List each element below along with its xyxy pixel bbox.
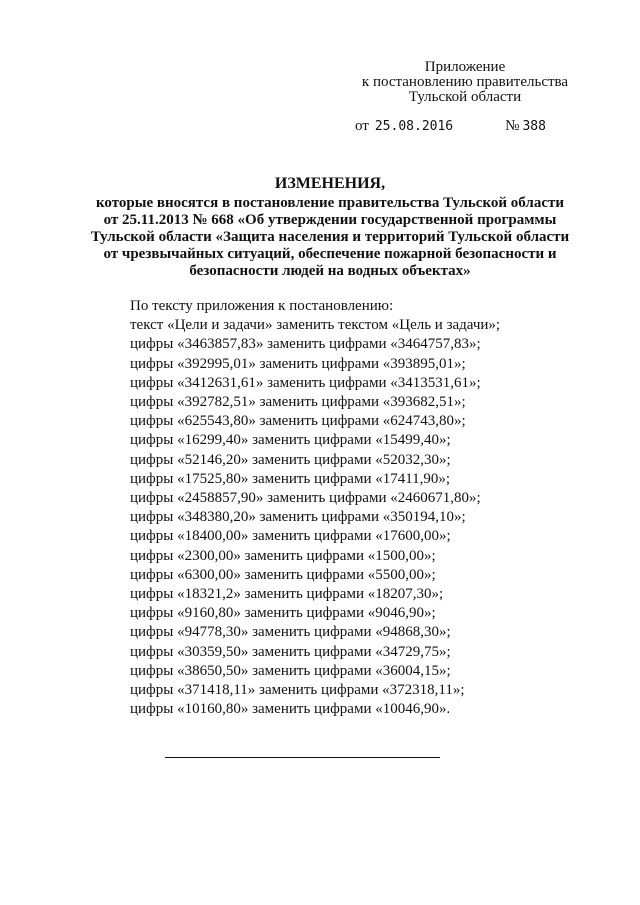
title-line: которые вносятся в постановление правительства Тульской области xyxy=(95,195,565,211)
body-line: цифры «2300,00» заменить цифрами «1500,00»; xyxy=(130,547,436,564)
title-line: безопасности людей на водных объектах» xyxy=(189,263,471,279)
body-line: цифры «6300,00» заменить цифрами «5500,00»; xyxy=(130,566,436,583)
body-line: цифры «348380,20» заменить цифрами «350194,10»; xyxy=(130,509,466,526)
document-body xyxy=(130,297,600,719)
body-line: цифры «94778,30» заменить цифрами «94868,30»; xyxy=(130,624,451,641)
appendix-block xyxy=(355,60,575,105)
title-line: от чрезвычайных ситуаций, обеспечение пожарной безопасности и xyxy=(103,246,557,262)
body-intro: По тексту приложения к постановлению: xyxy=(130,298,394,314)
body-line: текст «Цели и задачи» заменить текстом «Цель и задачи»; xyxy=(130,317,501,334)
body-line: цифры «10160,80» заменить цифрами «10046,90». xyxy=(130,701,451,718)
appendix-line-2: к постановлению правительства xyxy=(361,74,569,90)
body-line: цифры «392995,01» заменить цифрами «393895,01»; xyxy=(130,355,466,372)
title-heading: ИЗМЕНЕНИЯ, xyxy=(274,175,386,192)
approval-line xyxy=(355,118,546,135)
approval-date: 25.08.2016 xyxy=(374,119,454,134)
body-line: цифры «3412631,61» заменить цифрами «3413531,61»; xyxy=(130,374,481,391)
appendix-line-1: Приложение xyxy=(424,59,506,75)
body-line: цифры «38650,50» заменить цифрами «36004,15»; xyxy=(130,662,451,679)
body-line: цифры «18321,2» заменить цифрами «18207,30»; xyxy=(130,586,444,603)
document-title xyxy=(80,175,580,280)
body-line: цифры «625543,80» заменить цифрами «624743,80»; xyxy=(130,413,466,430)
closing-rule xyxy=(165,757,440,758)
body-line: цифры «3463857,83» заменить цифрами «3464757,83»; xyxy=(130,336,481,353)
body-line: цифры «9160,80» заменить цифрами «9046,90»; xyxy=(130,605,436,622)
number-sign: № xyxy=(505,118,520,134)
body-line: цифры «16299,40» заменить цифрами «15499,40»; xyxy=(130,432,451,449)
body-line: цифры «52146,20» заменить цифрами «52032,30»; xyxy=(130,451,451,468)
appendix-line-3: Тульской области xyxy=(408,89,522,105)
title-line: от 25.11.2013 № 668 «Об утверждении государственной программы xyxy=(103,212,557,228)
date-prefix: от xyxy=(355,118,369,134)
body-line: цифры «18400,00» заменить цифрами «17600,00»; xyxy=(130,528,451,545)
title-line: Тульской области «Защита населения и территорий Тульской области xyxy=(90,229,570,245)
body-line: цифры «2458857,90» заменить цифрами «2460671,80»; xyxy=(130,490,481,507)
body-line: цифры «30359,50» заменить цифрами «34729,75»; xyxy=(130,643,451,660)
body-line: цифры «392782,51» заменить цифрами «393682,51»; xyxy=(130,394,466,411)
body-line: цифры «17525,80» заменить цифрами «17411,90»; xyxy=(130,470,451,487)
approval-number: 388 xyxy=(522,119,546,134)
body-line: цифры «371418,11» заменить цифрами «372318,11»; xyxy=(130,682,465,699)
